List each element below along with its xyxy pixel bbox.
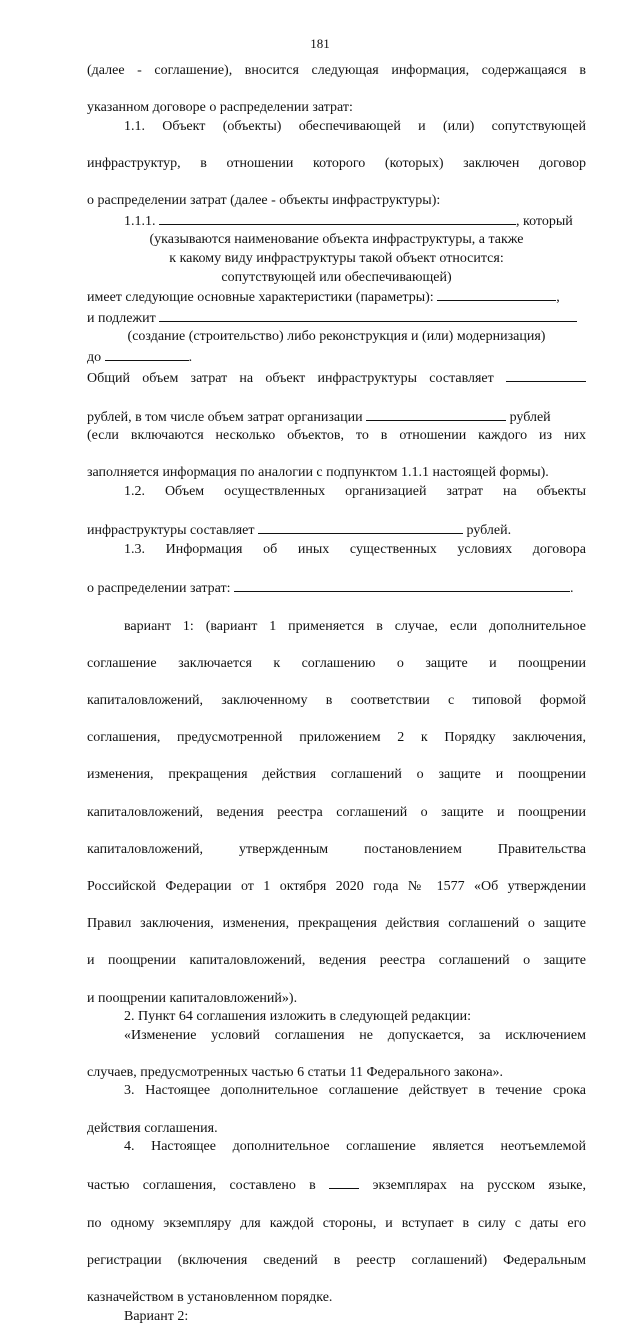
- text-line: [87, 347, 586, 368]
- text-line: [87, 520, 586, 541]
- text-line: 4. Настоящее дополнительное соглашение является неотъемлемой: [124, 1139, 586, 1155]
- text-line: инфраструктур, в отношении которого (которых) заключен договор: [87, 155, 586, 171]
- text-line: [87, 287, 586, 308]
- fill-in-blank: [506, 368, 586, 382]
- text-fragment: рублей.: [466, 523, 512, 539]
- text-line: Российской Федерации от 1 октября 2020 года № 1577 «Об утверждении: [87, 878, 586, 894]
- text-line: (далее - соглашение), вносится следующая информация, содержащаяся в: [87, 63, 586, 78]
- text-fragment: , который: [516, 213, 573, 229]
- fill-in-blank: [234, 578, 570, 592]
- fill-in-blank: [366, 407, 506, 421]
- text-line: 1.3. Информация об иных существенных условиях договора: [124, 541, 586, 557]
- text-line: заполняется информация по аналогии с подпунктом 1.1.1 настоящей формы).: [87, 465, 549, 481]
- text-fragment: о распределении затрат:: [87, 581, 231, 597]
- text-line: [87, 578, 586, 599]
- text-line: казначейством в установленном порядке.: [87, 1290, 333, 1305]
- fill-in-blank: [437, 287, 556, 301]
- document-body: [87, 62, 586, 1326]
- fill-in-blank: [258, 520, 463, 534]
- hint-line: (указываются наименование объекта инфраструктуры, а также: [149, 232, 524, 248]
- hint-line: (создание (строительство) либо реконструкция и (или) модернизация): [127, 329, 546, 345]
- text-fragment: рублей, в том числе объем затрат организации: [87, 409, 363, 425]
- fill-in-blank: [159, 308, 577, 322]
- text-line: соглашения, предусмотренной приложением 2 к Порядку заключения,: [87, 730, 586, 746]
- text-line: [87, 368, 586, 407]
- text-fragment: до: [87, 349, 102, 365]
- text-fragment: .: [188, 349, 193, 365]
- text-line: и поощрении капиталовложений, ведения реестра соглашений о защите: [87, 953, 586, 969]
- hint-line: сопутствующей или обеспечивающей): [221, 269, 452, 285]
- text-fragment: ,: [556, 290, 560, 306]
- text-line: указанном договоре о распределении затрат:: [87, 100, 353, 116]
- text-fragment: инфраструктуры составляет: [87, 523, 255, 539]
- text-line: действия соглашения.: [87, 1120, 218, 1136]
- text-line: вариант 1: (вариант 1 применяется в случае, если дополнительное: [124, 618, 586, 634]
- text-line: капиталовложений, ведения реестра соглашений о защите и поощрении: [87, 804, 586, 820]
- text-fragment: экземплярах на русском языке,: [372, 1178, 587, 1194]
- hint-line: к какому виду инфраструктуры такой объект относится:: [169, 250, 504, 266]
- text-line: 1.2. Объем осуществленных организацией затрат на объекты: [124, 484, 586, 500]
- text-line: [87, 407, 586, 428]
- fill-in-blank: [159, 211, 516, 225]
- text-line: капиталовложений, заключенному в соответствии с типовой формой: [87, 693, 586, 708]
- text-line: [87, 211, 586, 232]
- text-line: изменения, прекращения действия соглашений о защите и поощрении: [87, 767, 586, 783]
- text-line: по одному экземпляру для каждой стороны, и вступает в силу с даты его: [87, 1215, 586, 1231]
- text-line: случаев, предусмотренных частью 6 статьи 11 Федерального закона».: [87, 1064, 504, 1080]
- text-fragment: Общий объем затрат на объект инфраструктуры составляет: [87, 370, 494, 386]
- text-line: капиталовложений, утвержденным постановлением Правительства: [87, 841, 586, 857]
- text-line: Правил заключения, изменения, прекращения действия соглашений о защите: [87, 916, 586, 932]
- spacer: [87, 599, 586, 618]
- text-line: 2. Пункт 64 соглашения изложить в следующей редакции:: [124, 1009, 471, 1025]
- text-line: [87, 1175, 586, 1214]
- text-line: 3. Настоящее дополнительное соглашение действует в течение срока: [124, 1083, 586, 1099]
- text-fragment: рублей: [509, 409, 551, 425]
- item-number: 1.1.1.: [124, 213, 156, 229]
- text-fragment: и подлежит: [87, 310, 156, 326]
- text-line: соглашение заключается к соглашению о защите и поощрении: [87, 655, 586, 671]
- text-line: [87, 308, 586, 329]
- fill-in-blank: [329, 1175, 359, 1189]
- text-line: и поощрении капиталовложений»).: [87, 990, 298, 1006]
- text-line: о распределении затрат (далее - объекты инфраструктуры):: [87, 193, 441, 209]
- text-line: Вариант 2:: [124, 1308, 189, 1324]
- fill-in-blank: [105, 347, 189, 361]
- text-line: (если включаются несколько объектов, то в отношении каждого из них: [87, 428, 586, 444]
- text-line: «Изменение условий соглашения не допускается, за исключением: [124, 1027, 586, 1043]
- text-line: 1.1. Объект (объекты) обеспечивающей и (или) сопутствующей: [124, 118, 586, 134]
- text-line: регистрации (включения сведений в реестр соглашений) Федеральным: [87, 1252, 586, 1268]
- text-fragment: частью соглашения, составлено в: [87, 1178, 316, 1194]
- text-fragment: имеет следующие основные характеристики (параметры):: [87, 290, 434, 306]
- page-number: 181: [310, 36, 330, 51]
- text-fragment: .: [570, 581, 574, 597]
